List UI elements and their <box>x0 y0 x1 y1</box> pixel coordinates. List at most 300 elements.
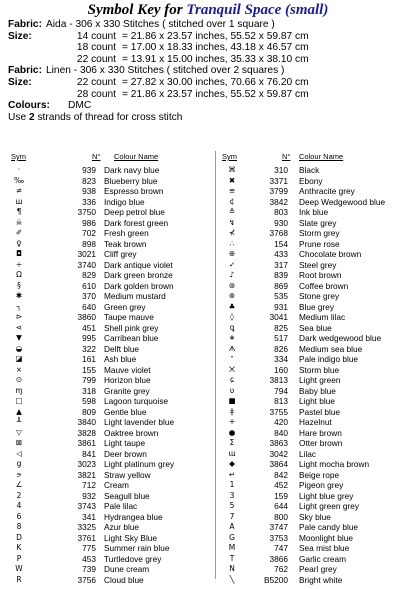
symbol-glyph: ◁ <box>16 448 22 458</box>
symbol-row <box>16 238 213 250</box>
fabric-description: Linen - 306 x 330 Stitches ( stitched over 2 squares ) <box>46 65 285 77</box>
thread-number: 336 <box>82 196 96 207</box>
thread-number: 869 <box>274 280 288 291</box>
size-result: = 13.91 x 15.00 inches, 35.33 x 38.10 cm <box>122 53 309 65</box>
symbol-glyph: ⊠ <box>15 438 23 447</box>
colour-name: Fresh green <box>104 228 149 238</box>
symbol-row <box>222 228 412 239</box>
thread-number: 3866 <box>269 553 288 564</box>
thread-number: 702 <box>82 228 96 238</box>
symbol-glyph: ☠ <box>15 217 23 227</box>
symbol-row <box>15 364 213 376</box>
symbol-glyph: ᐩ <box>230 354 234 363</box>
symbol-glyph: ▼ <box>16 333 22 342</box>
symbol-glyph: ↯ <box>228 217 236 227</box>
symbol-glyph: D <box>16 532 22 542</box>
colour-name: Light Sky Blue <box>104 532 158 543</box>
colours-value: DMC <box>68 100 92 112</box>
colour-name: Dark antique violet <box>104 259 173 270</box>
size-result: = 17.00 x 18.33 inches, 43.18 x 46.57 cm <box>122 42 309 54</box>
strand-count: 2 <box>28 111 35 123</box>
size-count: 18 count <box>76 42 116 54</box>
symbol-row <box>16 469 213 481</box>
symbol-row <box>222 197 412 208</box>
symbol-glyph: 4 <box>16 501 22 510</box>
symbol-row <box>222 249 412 260</box>
thread-number: 986 <box>82 217 96 228</box>
symbol-row <box>15 217 213 229</box>
symbol-glyph: ⊛ <box>228 280 236 290</box>
symbol-row <box>16 574 213 586</box>
symbol-row <box>222 428 412 439</box>
thread-number: 3864 <box>269 459 288 469</box>
symbol-row <box>15 186 213 197</box>
thread-number: 826 <box>274 343 288 354</box>
colour-name: Seagull blue <box>104 490 150 501</box>
symbol-glyph: G <box>229 532 235 542</box>
symbol-row <box>222 512 412 523</box>
thread-number: 3761 <box>77 532 96 543</box>
symbol-glyph: ┐ <box>16 301 22 311</box>
symbol-glyph: ᗑ <box>228 343 236 353</box>
symbol-glyph: ♣ <box>228 301 236 311</box>
symbol-row <box>222 333 412 344</box>
symbol-glyph: T <box>229 553 235 563</box>
symbol-glyph: ▽ <box>16 427 22 437</box>
thread-number: 3860 <box>77 312 96 322</box>
symbol-glyph: 1 <box>229 480 235 489</box>
colour-name: Medium mustard <box>104 291 166 301</box>
symbol-row <box>17 280 213 292</box>
symbol-row <box>13 175 213 187</box>
thread-number: 370 <box>82 291 96 301</box>
symbol-glyph: ⊕ <box>228 249 236 258</box>
thread-number: 932 <box>82 490 96 501</box>
thread-number: 3799 <box>269 186 288 196</box>
colour-name: Oaktree brown <box>104 427 159 438</box>
colour-name: Taupe mauve <box>104 312 154 322</box>
size-line <box>8 89 412 101</box>
symbol-row <box>222 207 412 218</box>
colour-name: Sea mist blue <box>299 543 350 553</box>
colour-name: Mauve violet <box>104 364 151 375</box>
thread-number: 640 <box>82 301 96 312</box>
thread-number: 762 <box>274 564 288 574</box>
symbol-row <box>15 291 213 302</box>
symbol-glyph: ⊀ <box>228 228 236 237</box>
symbol-glyph: 2 <box>16 490 22 500</box>
colour-name: Cloud blue <box>104 574 144 585</box>
title-prefix: Symbol Key for <box>87 2 183 18</box>
thread-number: 842 <box>274 469 288 480</box>
symbol-row <box>16 490 213 502</box>
colour-name: Garlic cream <box>299 553 347 564</box>
colour-name: Steel grey <box>299 259 337 270</box>
symbol-row <box>222 312 412 323</box>
symbol-row <box>15 438 213 449</box>
size-line <box>8 31 412 43</box>
symbol-list-right <box>222 165 412 585</box>
symbol-glyph: P <box>16 553 22 563</box>
colour-name: Turtledove grey <box>104 553 162 564</box>
colour-name: Slate grey <box>299 217 337 228</box>
symbol-row <box>16 448 213 460</box>
size-line <box>8 42 412 54</box>
colour-name: Chocolate brown <box>299 249 362 259</box>
strand-note <box>8 112 412 124</box>
symbol-row <box>15 375 213 386</box>
colour-name: Indigo blue <box>104 196 145 207</box>
symbol-glyph: ɯ <box>228 448 236 458</box>
colour-name: Light platinum grey <box>104 459 175 469</box>
size-label: Size: <box>8 76 32 88</box>
symbol-glyph: M <box>228 543 236 552</box>
symbol-row <box>15 396 213 407</box>
symbol-glyph: ▲ <box>16 406 22 416</box>
thread-number: 823 <box>82 175 96 186</box>
colour-name: Pearl grey <box>299 564 337 574</box>
colour-name: Cream <box>104 480 129 490</box>
symbol-glyph: ¶ <box>16 207 22 216</box>
symbol-glyph: ⋖ <box>15 322 23 332</box>
symbol-glyph: ✱ <box>15 291 23 300</box>
symbol-glyph: ■ <box>228 396 236 405</box>
thread-number: 420 <box>274 417 288 427</box>
symbol-row <box>15 385 213 397</box>
thread-number: B5200 <box>264 574 288 585</box>
symbol-row <box>222 386 412 397</box>
thread-number: 317 <box>274 259 288 270</box>
thread-number: 598 <box>82 396 96 406</box>
thread-number: 3813 <box>269 375 288 385</box>
symbol-row <box>222 522 412 533</box>
symbol-glyph: 6 <box>16 511 22 521</box>
symbol-glyph: ╲ <box>229 574 235 584</box>
symbol-row <box>222 218 412 229</box>
symbol-glyph: ǂ <box>230 406 234 416</box>
colour-name: Pastel blue <box>299 406 341 417</box>
symbol-glyph: ✐ <box>15 228 23 237</box>
thread-number: 3021 <box>77 249 96 259</box>
colour-name: Bright white <box>299 574 343 585</box>
thread-number: 3750 <box>77 207 96 217</box>
thread-number: 3861 <box>77 438 96 448</box>
colour-name: Beige rope <box>299 469 340 480</box>
symbol-glyph: ɕ <box>229 375 235 384</box>
symbol-row <box>222 575 412 586</box>
size-result: = 21.86 x 23.57 inches, 55.52 x 59.87 cm <box>122 88 309 100</box>
header-number: N° <box>282 152 291 161</box>
strand-note-before: Use <box>8 111 29 123</box>
symbol-row <box>16 406 213 418</box>
colour-name: Dark forest green <box>104 217 169 228</box>
symbol-row <box>222 417 412 428</box>
symbol-glyph: ✓ <box>228 259 236 269</box>
symbol-glyph: ◆ <box>229 459 235 468</box>
thread-number: 318 <box>82 385 96 396</box>
thread-number: 829 <box>82 270 96 280</box>
symbol-row <box>15 312 213 323</box>
size-result: = 21.86 x 23.57 inches, 55.52 x 59.87 cm <box>122 30 309 42</box>
symbol-row <box>16 543 213 554</box>
symbol-glyph: · <box>17 165 21 174</box>
symbol-row <box>222 564 412 575</box>
symbol-glyph: R <box>16 574 22 584</box>
thread-number: 3756 <box>77 574 96 585</box>
thread-number: 803 <box>274 207 288 217</box>
thread-number: 800 <box>274 511 288 522</box>
colour-name: Azur blue <box>104 522 140 532</box>
header-colour-name: Colour Name <box>299 152 344 161</box>
symbol-glyph: ✖ <box>228 175 236 185</box>
colour-name: Lilac <box>299 448 317 459</box>
colour-name: Deep petrol blue <box>104 207 165 217</box>
symbol-glyph: 5 <box>229 501 235 510</box>
colour-name: Straw yellow <box>104 469 151 480</box>
fabric-line <box>8 65 412 77</box>
column-divider <box>215 151 216 579</box>
colour-name: Anthracite grey <box>299 186 355 196</box>
symbol-row <box>222 396 412 407</box>
colour-name: Teak brown <box>104 238 147 249</box>
thread-number: 930 <box>274 217 288 228</box>
colour-name: Otter brown <box>299 438 343 448</box>
thread-number: 747 <box>274 543 288 553</box>
symbol-row <box>15 196 213 208</box>
thread-number: 995 <box>82 333 96 343</box>
colour-name: Gentle blue <box>104 406 147 417</box>
colour-name: Blueberry blue <box>104 175 158 186</box>
symbol-glyph: ꝗ <box>229 322 235 332</box>
colour-name: Sea blue <box>299 322 332 333</box>
symbol-glyph: K <box>16 543 22 552</box>
symbol-row <box>222 480 412 491</box>
symbol-row <box>16 511 213 523</box>
symbol-glyph: ♀ <box>16 238 22 248</box>
symbol-glyph: ∠ <box>15 480 23 489</box>
symbol-row <box>16 459 213 470</box>
thread-number: 452 <box>274 480 288 490</box>
symbol-row <box>15 259 213 271</box>
symbol-glyph: ⨯ <box>15 364 23 374</box>
thread-number: 610 <box>82 280 96 291</box>
symbol-glyph: g <box>16 459 22 468</box>
colour-name: Hare brown <box>299 427 342 438</box>
symbol-glyph: ↵ <box>228 469 236 479</box>
thread-number: 898 <box>82 238 96 249</box>
symbol-glyph: ≡ <box>228 186 236 195</box>
colour-name: Dark golden brown <box>104 280 174 291</box>
symbol-row <box>222 470 412 481</box>
symbol-row <box>222 554 412 565</box>
colour-name: Ebony <box>299 175 323 186</box>
fabric-info <box>8 19 412 123</box>
symbol-glyph: ● <box>228 427 236 437</box>
colour-name: Deer brown <box>104 448 147 459</box>
fabric-description: Aida - 306 x 330 Stitches ( stitched over 1 square ) <box>46 19 275 30</box>
symbol-glyph: ∗ <box>228 333 236 342</box>
colour-name: Delft blue <box>104 343 140 354</box>
symbol-glyph: ♪ <box>229 270 235 279</box>
thread-number: 825 <box>274 322 288 333</box>
symbol-row <box>222 344 412 355</box>
colour-name: Dark wedgewood blue <box>299 333 382 343</box>
symbol-row <box>16 501 213 512</box>
thread-number: 453 <box>82 553 96 564</box>
symbol-glyph: ⌘ <box>228 165 236 174</box>
thread-number: 160 <box>274 364 288 375</box>
symbol-glyph: ∍ <box>16 469 22 479</box>
thread-number: 809 <box>82 406 96 417</box>
symbol-row <box>222 449 412 460</box>
thread-number: 3740 <box>77 259 96 270</box>
header-number: N° <box>92 152 101 161</box>
symbol-row <box>15 228 213 239</box>
symbol-row <box>222 176 412 187</box>
colour-name: Lagoon turquoise <box>104 396 169 406</box>
colours-line <box>8 100 412 112</box>
symbol-row <box>222 501 412 512</box>
thread-number: 931 <box>274 301 288 312</box>
fabric-label: Fabric: <box>8 19 42 30</box>
thread-number: 155 <box>82 364 96 375</box>
colours-label: Colours: <box>8 100 50 112</box>
colour-name: Ink blue <box>299 207 329 217</box>
symbol-glyph: □ <box>15 396 23 405</box>
symbol-glyph: ∴ <box>229 238 235 248</box>
thread-number: 3747 <box>269 522 288 532</box>
colour-name: Espresso brown <box>104 186 164 196</box>
symbol-row <box>16 207 213 218</box>
symbol-row <box>222 543 412 554</box>
colour-name: Hazelnut <box>299 417 332 427</box>
thread-number: 3041 <box>269 312 288 322</box>
colour-name: Pale indigo blue <box>299 354 359 364</box>
symbol-glyph: ɱ <box>15 385 23 395</box>
symbol-row <box>16 333 213 344</box>
size-count: 14 count <box>76 30 116 42</box>
colour-name: Pale lilac <box>104 501 138 511</box>
symbol-glyph: ⊗ <box>228 291 236 300</box>
colour-name: Dune cream <box>104 564 150 574</box>
symbol-row <box>222 291 412 302</box>
size-count: 22 count <box>76 53 116 65</box>
thread-number: 161 <box>82 354 96 364</box>
fabric-line <box>8 19 412 31</box>
thread-number: 799 <box>82 375 96 385</box>
pattern-name: Tranquil Space (small) <box>186 2 329 18</box>
colour-name: Light taupe <box>104 438 146 448</box>
thread-number: 334 <box>274 354 288 364</box>
colour-name: Medium sea blue <box>299 343 363 354</box>
colour-name: Light blue grey <box>299 490 354 501</box>
symbol-glyph: ◊ <box>230 312 234 321</box>
symbol-row <box>15 480 213 491</box>
thread-number: 739 <box>82 564 96 574</box>
symbol-row <box>222 365 412 376</box>
thread-number: 3743 <box>77 501 96 511</box>
colour-name: Carribean blue <box>104 333 159 343</box>
thread-number: 939 <box>82 165 96 175</box>
symbol-row <box>222 375 412 386</box>
symbol-row <box>222 281 412 292</box>
colour-name: Horizon blue <box>104 375 151 385</box>
symbol-row <box>222 260 412 271</box>
colour-name: Moonlight blue <box>299 532 353 543</box>
colour-name: Granite grey <box>104 385 150 396</box>
symbol-row <box>222 491 412 502</box>
symbol-row <box>15 354 213 365</box>
colour-name: Shell pink grey <box>104 322 159 333</box>
colour-name: Light green <box>299 375 341 385</box>
colour-name: Dark green bronze <box>104 270 173 280</box>
symbol-glyph: ‰ <box>13 175 25 185</box>
colour-name: Sky blue <box>299 511 331 522</box>
symbol-row <box>16 522 213 533</box>
thread-number: 159 <box>274 490 288 501</box>
size-line <box>8 77 412 89</box>
colour-name: Blue grey <box>299 301 335 312</box>
colour-name: Light green grey <box>299 501 359 511</box>
colour-name: Prune rose <box>299 238 340 249</box>
colour-name: Pale candy blue <box>299 522 359 532</box>
colour-name: Light blue <box>299 396 335 406</box>
symbol-glyph: ¢ <box>229 196 235 206</box>
symbol-glyph: ≙ <box>228 207 236 216</box>
thread-number: 154 <box>274 238 288 249</box>
colour-name: Summer rain blue <box>104 543 170 553</box>
symbol-glyph: + <box>228 417 236 426</box>
symbol-glyph: N <box>229 564 235 573</box>
size-count: 22 count <box>76 76 116 88</box>
symbol-glyph: ⨉ <box>229 364 235 374</box>
symbol-row <box>222 354 412 365</box>
symbol-glyph: A <box>229 522 235 531</box>
symbol-row <box>222 270 412 281</box>
symbol-list-left <box>13 165 213 585</box>
thread-number: 3325 <box>77 522 96 532</box>
symbol-row <box>222 407 412 418</box>
symbol-glyph: ÷ <box>15 259 23 269</box>
thread-number: 3828 <box>77 427 96 438</box>
symbol-glyph: ш <box>15 196 23 206</box>
symbol-row <box>222 459 412 470</box>
colour-name: Stone grey <box>299 291 340 301</box>
size-result: = 27.82 x 30.00 inches, 70.66 x 76.20 cm <box>122 76 309 88</box>
symbol-glyph: 8 <box>16 522 22 531</box>
thread-number: 322 <box>82 343 96 354</box>
thread-number: 3371 <box>269 175 288 186</box>
symbol-glyph: ≠ <box>15 186 23 195</box>
strand-note-after: strands of thread for cross stitch <box>34 111 183 123</box>
thread-number: 813 <box>274 396 288 406</box>
symbol-glyph: Ω <box>16 270 22 279</box>
symbol-row <box>222 323 412 334</box>
thread-number: 3768 <box>269 228 288 238</box>
symbol-row <box>15 343 213 355</box>
colour-name: Dark navy blue <box>104 165 160 175</box>
symbol-row <box>16 427 213 439</box>
thread-number: 3842 <box>269 196 288 207</box>
thread-number: 3863 <box>269 438 288 448</box>
symbol-row <box>222 239 412 250</box>
thread-number: 3840 <box>77 417 96 427</box>
colour-name: Baby blue <box>299 385 336 396</box>
thread-number: 794 <box>274 385 288 396</box>
header-colour-name: Colour Name <box>114 152 159 161</box>
colour-name: Coffee brown <box>299 280 349 291</box>
symbol-row <box>15 564 213 575</box>
